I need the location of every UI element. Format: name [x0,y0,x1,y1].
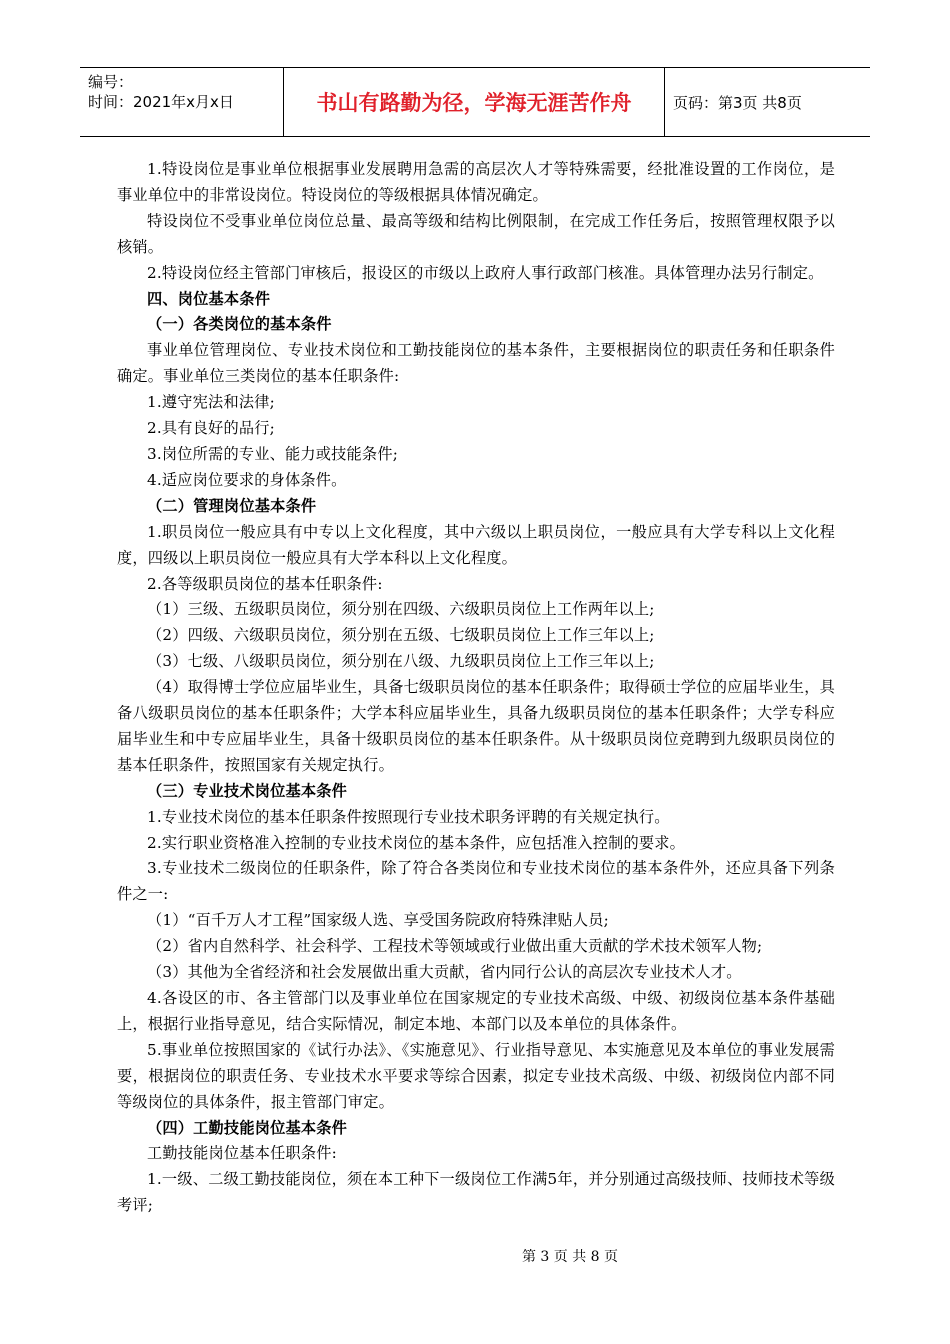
list-item: （4）取得博士学位应届毕业生，具备七级职员岗位的基本任职条件；取得硕士学位的应届毕业生，具备八级职员岗位的基本任职条件；大学本科应届毕业生，具备九级职员岗位的基本任职条件；大学专科应届毕业生和中专应届毕业生，具备十级职员岗位的基本任职条件。从十级职员岗位竞聘到九级职员岗位的基本任职条件，按照国家有关规定执行。 [117,678,835,774]
subsection-heading: （一）各类岗位的基本条件 [147,315,332,334]
list-item: （1）“百千万人才工程”国家级人选、享受国务院政府特殊津贴人员; [147,911,609,930]
list-item: 4.适应岗位要求的身体条件。 [147,470,347,489]
paragraph: 事业单位管理岗位、专业技术岗位和工勤技能岗位的基本条件，主要根据岗位的职责任务和任职条件确定。事业单位三类岗位的基本任职条件: [117,341,835,386]
list-item: （1）三级、五级职员岗位，须分别在四级、六级职员岗位上工作两年以上; [147,600,655,619]
paragraph: 特设岗位不受事业单位岗位总量、最高等级和结构比例限制，在完成工作任务后，按照管理权限予以核销。 [117,211,835,256]
header-page-info: 页码：第3页 共8页 [673,93,802,112]
page-footer: 第 3 页 共 8 页 [521,1249,619,1265]
subsection-heading: （四）工勤技能岗位基本条件 [147,1118,348,1137]
list-item: 1.遵守宪法和法律; [147,393,275,412]
subsection-heading: （二）管理岗位基本条件 [147,496,317,515]
paragraph: 2.实行职业资格准入控制的专业技术岗位的基本条件，应包括准入控制的要求。 [147,833,686,852]
subsection-heading: （三）专业技术岗位基本条件 [147,781,348,800]
paragraph: 1.专业技术岗位的基本任职条件按照现行专业技术职务评聘的有关规定执行。 [147,807,670,826]
number-label: 编号： [88,73,134,91]
list-item: 3.岗位所需的专业、能力或技能条件; [147,444,399,463]
header-motto: 书山有路勤为径，学海无涯苦作舟 [284,68,665,136]
section-heading: 四、岗位基本条件 [147,289,271,308]
paragraph: 3.专业技术二级岗位的任职条件，除了符合各类岗位和专业技术岗位的基本条件外，还应具备下列条件之一: [117,859,835,904]
list-item: （2）四级、六级职员岗位，须分别在五级、七级职员岗位上工作三年以上; [147,626,655,645]
list-item: 2.具有良好的品行; [147,419,275,438]
paragraph: 2.特设岗位经主管部门审核后，报设区的市级以上政府人事行政部门核准。具体管理办法另行制定。 [147,263,824,282]
paragraph: 2.各等级职员岗位的基本任职条件: [147,574,383,593]
list-item: （3）其他为全省经济和社会发展做出重大贡献，省内同行公认的高层次专业技术人才。 [147,963,742,982]
header-left-cell [80,68,284,136]
list-item: （2）省内自然科学、社会科学、工程技术等领域或行业做出重大贡献的学术技术领军人物; [147,937,763,956]
paragraph: 1.职员岗位一般应具有中专以上文化程度，其中六级以上职员岗位，一般应具有大学专科以上文化程度，四级以上职员岗位一般应具有大学本科以上文化程度。 [117,522,835,567]
paragraph: 5.事业单位按照国家的《试行办法》、《实施意见》、行业指导意见、本实施意见及本单位的事业发展需要，根据岗位的职责任务、专业技术水平要求等综合因素，拟定专业技术高级、中级、初级岗位内部不同等级岗位的具体条件，报主管部门审定。 [117,1040,835,1111]
document-body [117,157,835,1219]
list-item: （3）七级、八级职员岗位，须分别在八级、九级职员岗位上工作三年以上; [147,652,655,671]
paragraph: 工勤技能岗位基本任职条件: [147,1144,337,1163]
paragraph: 1.一级、二级工勤技能岗位，须在本工种下一级岗位工作满5年，并分别通过高级技师、技师技术等级考评; [117,1170,835,1215]
time-label: 时间：2021年x月x日 [88,93,234,111]
header-table [80,67,870,137]
paragraph: 1.特设岗位是事业单位根据事业发展聘用急需的高层次人才等特殊需要，经批准设置的工作岗位，是事业单位中的非常设岗位。特设岗位的等级根据具体情况确定。 [117,160,835,204]
paragraph: 4.各设区的市、各主管部门以及事业单位在国家规定的专业技术高级、中级、初级岗位基本条件基础上，根据行业指导意见，结合实际情况，制定本地、本部门以及本单位的具体条件。 [117,989,835,1033]
